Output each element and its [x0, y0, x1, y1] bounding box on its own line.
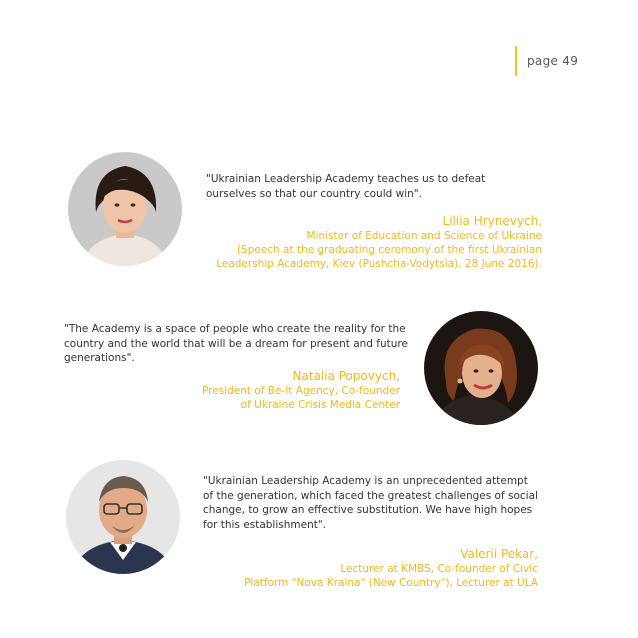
testimonial-1-role-line: (Speech at the graduating ceremony of the first Ukrainian	[236, 244, 542, 256]
portrait-natalia-popovych	[424, 311, 538, 425]
testimonial-2-attribution	[150, 368, 400, 412]
testimonial-2-role-line: of Ukraine Crisis Media Center	[240, 399, 400, 411]
testimonial-3-role-line: Lecturer at KMBS, Co-founder of Civic	[340, 563, 538, 575]
testimonial-1-quote: "Ukrainian Leadership Academy teaches us to defeat ourselves so that our country could win".	[206, 173, 486, 200]
testimonial-2-quote: "The Academy is a space of people who create the reality for the country and the world that will be a dream for present and future generations".	[64, 323, 408, 364]
page-marker-bar	[515, 46, 517, 76]
portrait-liliia-hrynevych	[68, 152, 182, 266]
testimonial-3-role-line: Platform "Nova Kraina" (New Country"), Lecturer at ULA	[244, 577, 538, 589]
testimonial-3-quote: "Ukrainian Leadership Academy is an unprecedented attempt of the generation, which faced the greatest challenges of social change, to grow an effective substitution. We have high hopes for this establishment".	[203, 475, 538, 531]
testimonial-2-role-line: President of Be-It Agency, Co-founder	[201, 385, 400, 397]
testimonial-1-attribution	[200, 213, 542, 271]
testimonial-2-name: Natalia Popovych,	[292, 369, 400, 383]
page-number: page 49	[527, 54, 579, 68]
testimonial-1-name: Liliia Hrynevych,	[442, 214, 542, 228]
testimonial-1-role-line: Minister of Education and Science of Ukraine	[306, 230, 542, 242]
portrait-valerii-pekar	[66, 460, 180, 574]
testimonial-3-attribution	[200, 546, 538, 590]
testimonial-1-role-line: Leadership Academy, Kiev (Pushcha-Vodytsia), 28 June 2016).	[216, 258, 542, 270]
testimonial-3-name: Valerii Pekar,	[460, 547, 538, 561]
page-number-marker	[515, 46, 578, 76]
